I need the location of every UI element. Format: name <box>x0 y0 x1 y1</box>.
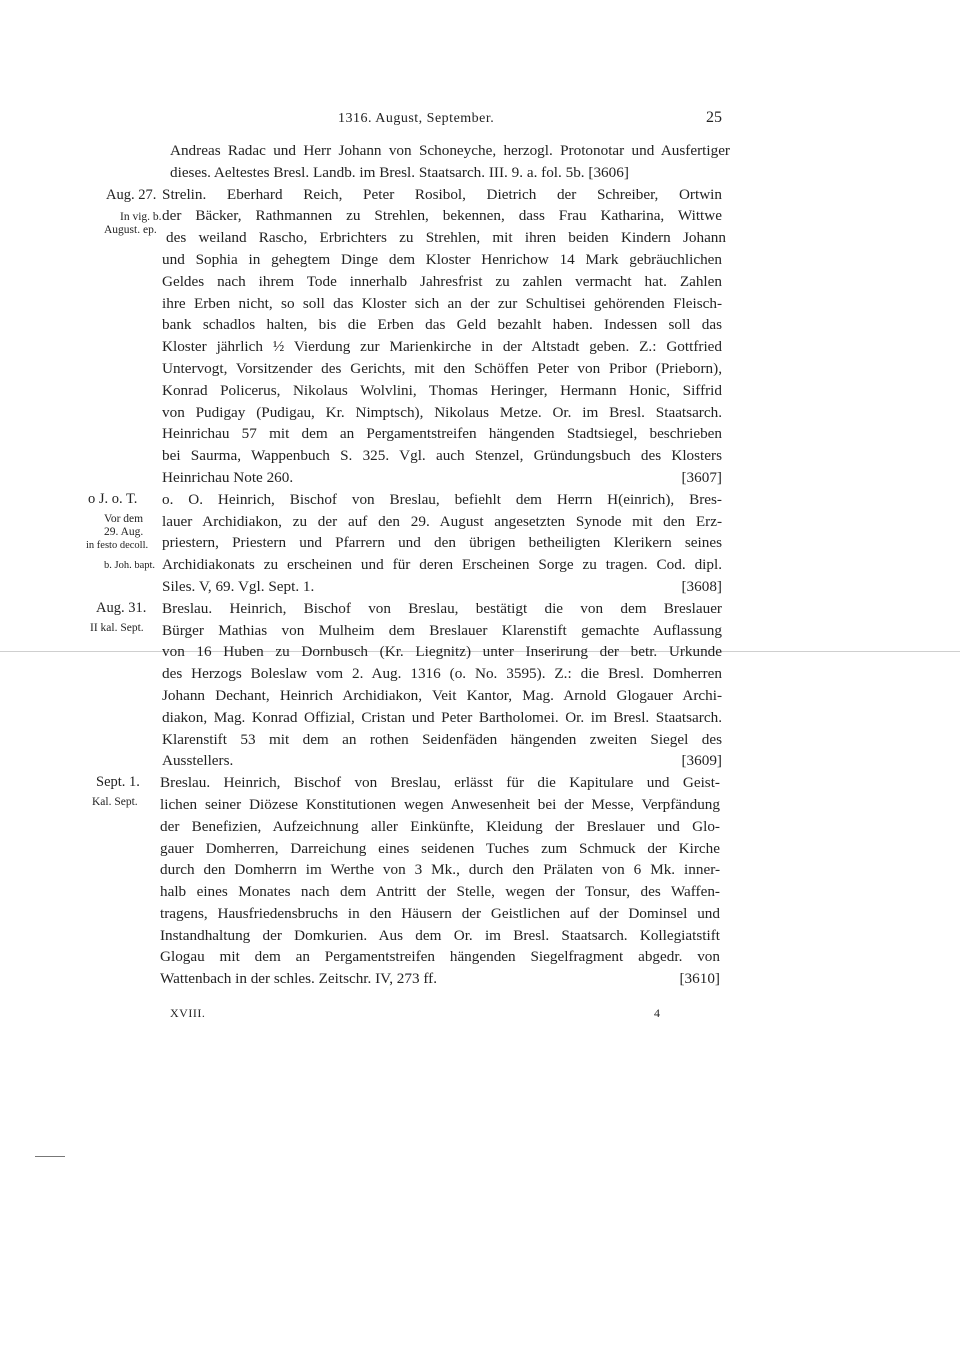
entry-line: halb eines Monates nach dem Antritt der Stelle, wegen der Tonsur, des Waffen- <box>160 883 720 901</box>
regest-number: [3608] <box>681 577 722 595</box>
entry-line: Glogau mit dem an Pergamentstreifen hängenden Siegelfragment abgedr. von <box>160 948 720 966</box>
entry-3607 <box>0 184 960 489</box>
margin-date: Aug. 27. <box>106 186 157 203</box>
document-body <box>0 140 960 990</box>
entry-line: gauer Domherren, Darreichung eines seidenen Tuches zum Schmuck der Kirche <box>160 839 720 857</box>
entry-line: tragens, Hausfriedensbruchs in den Häusern der Geistlichen auf der Dominsel und <box>160 904 720 922</box>
entry-line: Instandhaltung der Domkurien. Aus dem Or. im Bresl. Staatsarch. Kollegiatstift <box>160 926 720 944</box>
margin-feast: b. Joh. bapt. <box>104 559 156 571</box>
entry-line: des Herzogs Boleslaw vom 2. Aug. 1316 (o. No. 3595). Z.: die Bresl. Domherren <box>162 665 722 683</box>
entry-line-text: dieses. Aeltestes Bresl. Landb. im Bresl. Staatsarch. III. 9. a. fol. 5b. [3606] <box>170 163 629 181</box>
entry-line <box>162 750 722 772</box>
entry-line: und Sophia in gehegtem Dinge dem Kloster Henrichow 14 Mark gebräuchlichen <box>162 250 722 268</box>
entry-line: Breslau. Heinrich, Bischof von Breslau, bestätigt die von dem Breslauer <box>162 599 722 617</box>
page-number: 25 <box>706 109 722 126</box>
entry-line: Bürger Mathias von Mulheim dem Breslauer Klarenstift gemachte Auflassung <box>162 621 722 639</box>
page-header <box>0 111 960 133</box>
running-title: 1316. August, September. <box>338 111 495 126</box>
entry-line-text: Wattenbach in der schles. Zeitschr. IV, 273 ff. <box>160 970 437 988</box>
entry-line: durch den Domherrn im Werthe von 3 Mk., durch den Prälaten von 6 Mk. inner- <box>160 861 720 879</box>
entry-line: Heinrichau 57 mit dem an Pergamentstreifen hängenden Stadtsiegel, beschrieben <box>162 425 722 443</box>
margin-feast: in festo decoll. <box>86 539 149 551</box>
entry-line: Johann Dechant, Heinrich Archidiakon, Veit Kantor, Mag. Arnold Glogauer Archi- <box>162 686 722 704</box>
margin-feast: Kal. Sept. <box>92 796 138 809</box>
entry-3608 <box>0 489 960 598</box>
page-footer <box>170 1006 660 1024</box>
entry-line: Kloster jährlich ½ Vierdung zur Marienkirche in der Altstadt geben. Z.: Gottfried <box>162 338 722 356</box>
margin-feast: 29. Aug. <box>104 525 144 538</box>
margin-date: Aug. 31. <box>96 599 147 616</box>
regest-number: [3607] <box>681 468 722 486</box>
entry-line: Klarenstift 53 mit dem an rothen Seidenfäden hängenden zweiten Siegel des <box>162 730 722 748</box>
entry-line: lichen seiner Diözese Konstitutionen wegen Anwesenheit bei der Messe, Verpfändung <box>160 795 720 813</box>
entry-line <box>160 968 720 990</box>
entry-line: Strelin. Eberhard Reich, Peter Rosibol, Dietrich der Schreiber, Ortwin <box>162 185 722 203</box>
margin-feast: August. ep. <box>104 223 157 236</box>
entry-line: Andreas Radac und Herr Johann von Schoneyche, herzogl. Protonotar und Ausfertiger <box>170 142 730 159</box>
entry-line: Archidiakonats zu erscheinen und für deren Erscheinen Sorge zu tragen. Cod. dipl. <box>162 556 722 574</box>
regest-number: [3609] <box>681 752 722 770</box>
entry-line: priestern, Priestern und Pfarrern und den übrigen betheiligten Klerikern seines <box>162 534 722 552</box>
entry-line: o. O. Heinrich, Bischof von Breslau, befiehlt dem Herrn H(einrich), Bres- <box>162 490 722 508</box>
entry-line: diakon, Mag. Konrad Offizial, Cristan und Peter Bartholomei. Or. im Bresl. Staatsarch. <box>162 708 722 726</box>
entry-line: bank schadlos halten, bis die Erben das Geld bezahlt haben. Indessen soll das <box>162 316 722 334</box>
scan-artifact <box>35 1156 65 1157</box>
entry-line: Konrad Policerus, Nikolaus Wolvlini, Thomas Heringer, Hermann Honic, Siffrid <box>162 381 722 399</box>
entry-line: der Bäcker, Rathmannen zu Strehlen, bekennen, dass Frau Katharina, Wittwe <box>162 207 722 225</box>
entry-line <box>170 162 730 184</box>
entry-line: ihre Erben nicht, so soll das Kloster sich an der zur Schultisei gehörenden Fleisch- <box>162 294 722 312</box>
entry-3606 <box>0 140 960 184</box>
entry-line: lauer Archidiakon, zu der auf den 29. August angesetzten Synode mit den Erz- <box>162 512 722 530</box>
entry-line: von 16 Huben zu Dornbusch (Kr. Liegnitz) unter Inserirung der betr. Urkunde <box>162 643 722 661</box>
entry-line: des weiland Rascho, Erbrichters zu Strehlen, mit ihren beiden Kindern Johann <box>166 229 726 247</box>
entry-line <box>162 576 722 598</box>
entry-line: bei Saurma, Wappenbuch S. 325. Vgl. auch Stenzel, Gründungsbuch des Klosters <box>162 447 722 465</box>
margin-date: Sept. 1. <box>96 774 140 791</box>
entry-line: Untervogt, Vorsitzender des Gerichts, mit den Schöffen Peter von Pribor (Prieborn), <box>162 359 722 377</box>
entry-line <box>162 467 722 489</box>
margin-feast: In vig. b. <box>120 210 162 223</box>
margin-feast: II kal. Sept. <box>90 621 144 634</box>
regest-number: [3610] <box>679 970 720 988</box>
entry-line-text: Ausstellers. <box>162 752 234 770</box>
entry-line: der Benefizien, Aufzeichnung aller Einkünfte, Kleidung der Breslauer und Glo- <box>160 817 720 835</box>
entry-3609 <box>0 598 960 772</box>
margin-feast: Vor dem <box>104 512 144 525</box>
sheet-number: 4 <box>654 1006 660 1020</box>
margin-date: o J. o. T. <box>88 490 138 507</box>
entry-line-text: Siles. V, 69. Vgl. Sept. 1. <box>162 577 315 595</box>
entry-3610 <box>0 772 960 990</box>
entry-line: von Pudigay (Pudigau, Kr. Nimptsch), Nikolaus Metze. Or. im Bresl. Staatsarch. <box>162 403 722 421</box>
entry-line: Geldes nach ihrem Tode innerhalb Jahresfrist zu zahlen vermacht hat. Zahlen <box>162 272 722 290</box>
entry-line: Breslau. Heinrich, Bischof von Breslau, erlässt für die Kapitulare und Geist- <box>160 774 720 792</box>
signature-mark: XVIII. <box>170 1006 206 1020</box>
entry-line-text: Heinrichau Note 260. <box>162 468 294 486</box>
